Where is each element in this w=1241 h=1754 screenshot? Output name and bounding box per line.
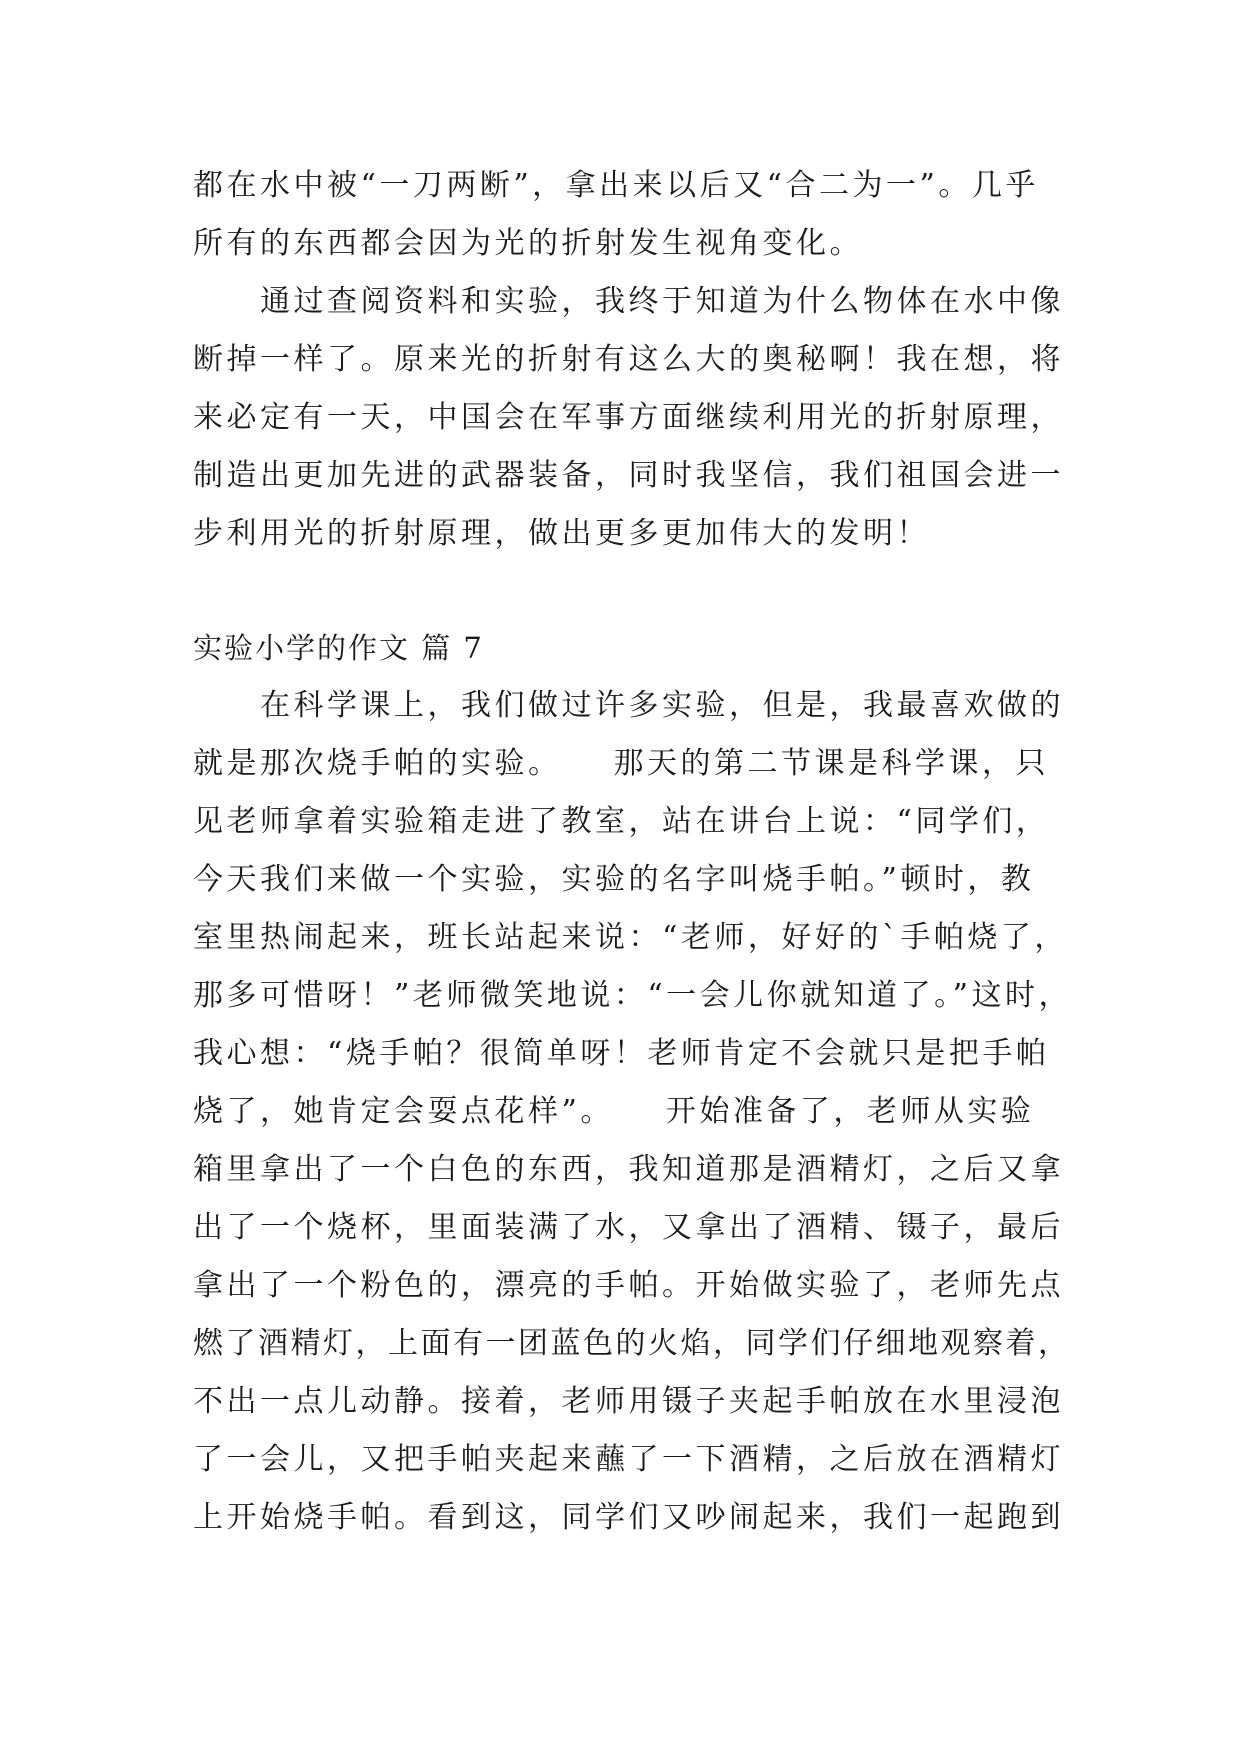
text-line: 室里热闹起来，班长站起来说：“老师，好好的`手帕烧了， xyxy=(193,920,1068,955)
text-line: 箱里拿出了一个白色的东西，我知道那是酒精灯，之后又拿 xyxy=(193,1152,1064,1187)
text-line: 了一会儿，又把手帕夹起来蘸了一下酒精，之后放在酒精灯 xyxy=(193,1442,1064,1477)
text-line: 通过查阅资料和实验，我终于知道为什么物体在水中像 xyxy=(193,284,1064,319)
text-line: 来必定有一天，中国会在军事方面继续利用光的折射原理， xyxy=(193,400,1064,435)
text-line: 那多可惜呀！”老师微笑地说：“一会儿你就知道了。”这时， xyxy=(193,978,1073,1013)
text-line: 就是那次烧手帕的实验。 那天的第二节课是科学课，只 xyxy=(193,746,1049,781)
text-line: 今天我们来做一个实验，实验的名字叫烧手帕。”顿时，教 xyxy=(193,862,1035,897)
text-line: 见老师拿着实验箱走进了教室，站在讲台上说：“同学们， xyxy=(193,804,1050,839)
text-line: 烧了，她肯定会耍点花样”。 开始准备了，老师从实验 xyxy=(193,1094,1035,1129)
text-line: 步利用光的折射原理，做出更多更加伟大的发明！ xyxy=(193,516,930,551)
text-line: 拿出了一个粉色的，漂亮的手帕。开始做实验了，老师先点 xyxy=(193,1268,1064,1303)
text-line: 出了一个烧杯，里面装满了水，又拿出了酒精、镊子，最后 xyxy=(193,1210,1064,1245)
text-line: 我心想：“烧手帕？很简单呀！老师肯定不会就只是把手帕 xyxy=(193,1036,1050,1071)
text-line: 制造出更加先进的武器装备，同时我坚信，我们祖国会进一 xyxy=(193,458,1064,493)
text-line: 断掉一样了。原来光的折射有这么大的奥秘啊！我在想，将 xyxy=(193,342,1064,377)
text-line: 在科学课上，我们做过许多实验，但是，我最喜欢做的 xyxy=(193,688,1064,723)
text-line: 不出一点儿动静。接着，老师用镊子夹起手帕放在水里浸泡 xyxy=(193,1384,1064,1419)
text-line: 燃了酒精灯，上面有一团蓝色的火焰，同学们仔细地观察着， xyxy=(193,1326,1071,1361)
text-line: 都在水中被“一刀两断”，拿出来以后又“合二为一”。几乎 xyxy=(193,168,1039,203)
text-line: 上开始烧手帕。看到这，同学们又吵闹起来，我们一起跑到 xyxy=(193,1500,1064,1535)
section-title: 实验小学的作文 篇 7 xyxy=(193,631,484,665)
text-line: 所有的东西都会因为光的折射发生视角变化。 xyxy=(193,226,863,261)
